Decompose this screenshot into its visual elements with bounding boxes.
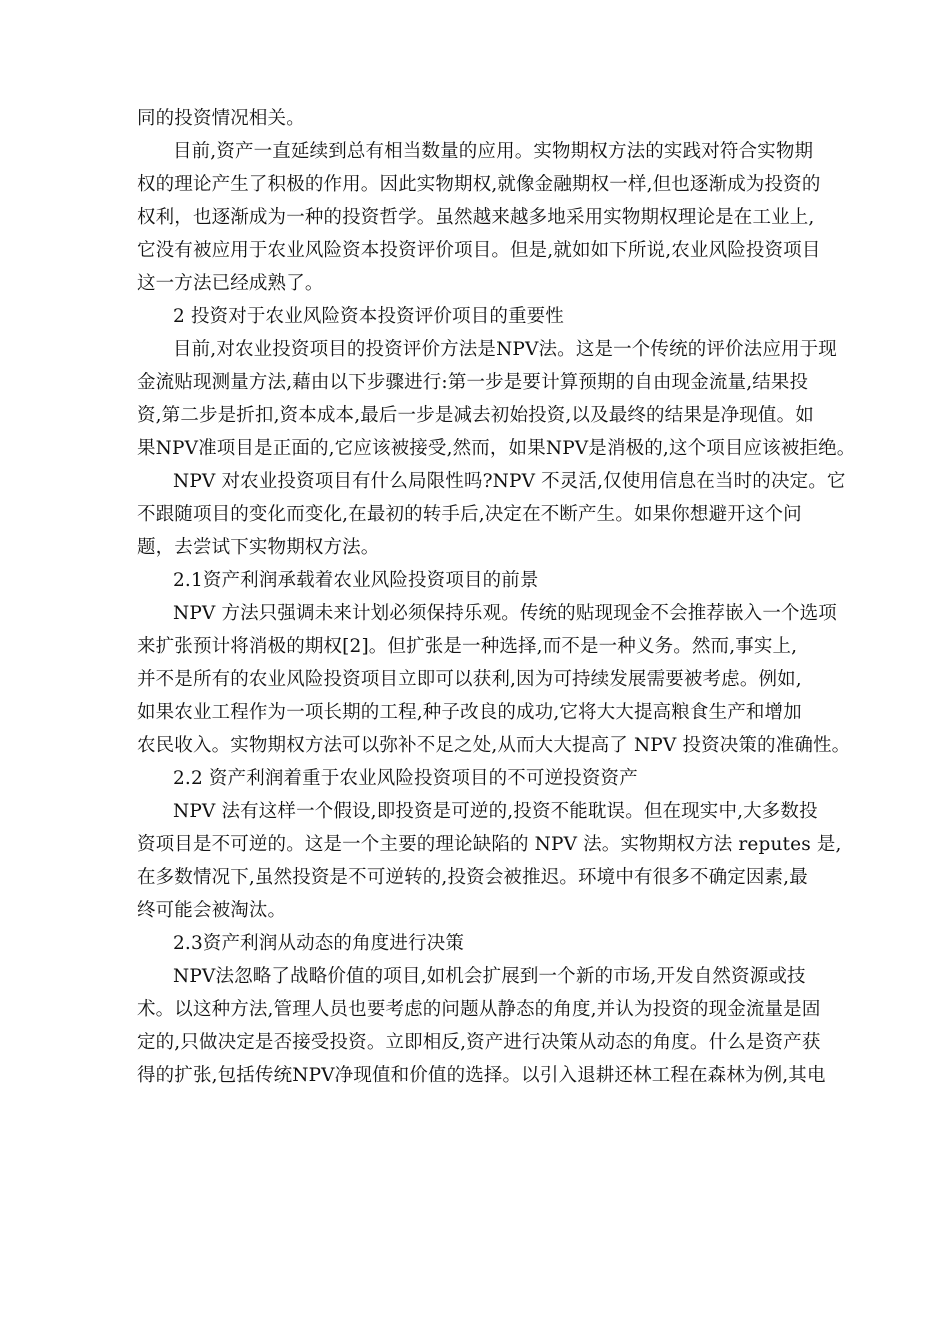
section-heading-2-1: 2.1资产利润承载着农业风险投资项目的前景 — [173, 570, 539, 591]
paragraph-line: 来扩张预计将消极的期权[2]。但扩张是一种选择,而不是一种义务。然而,事实上, — [137, 636, 798, 657]
paragraph-line: NPV法忽略了战略价值的项目,如机会扩展到一个新的市场,开发自然资源或技 — [173, 966, 806, 987]
paragraph-line: 它没有被应用于农业风险资本投资评价项目。但是,就如如下所说,农业风险投资项目 — [137, 240, 821, 261]
paragraph-line: NPV 对农业投资项目有什么局限性吗?NPV 不灵活,仅使用信息在当时的决定。它 — [173, 471, 846, 492]
paragraph-line: 金流贴现测量方法,藉由以下步骤进行:第一步是要计算预期的自由现金流量,结果投 — [137, 372, 809, 393]
paragraph-line: 如果农业工程作为一项长期的工程,种子改良的成功,它将大大提高粮食生产和增加 — [137, 702, 802, 723]
section-heading-2-2: 2.2 资产利润着重于农业风险投资项目的不可逆投资资产 — [173, 768, 638, 789]
paragraph-line: 得的扩张,包括传统NPV净现值和价值的选择。以引入退耕还林工程在森林为例,其电 — [137, 1065, 826, 1086]
paragraph-line: 题，去尝试下实物期权方法。 — [137, 537, 380, 558]
paragraph-line: 这一方法已经成熟了。 — [137, 273, 324, 294]
paragraph-line: 目前,对农业投资项目的投资评价方法是NPV法。这是一个传统的评价法应用于现 — [173, 339, 837, 360]
paragraph-line: 在多数情况下,虽然投资是不可逆转的,投资会被推迟。环境中有很多不确定因素,最 — [137, 867, 808, 888]
document-page — [137, 102, 856, 1092]
section-heading-2: 2 投资对于农业风险资本投资评价项目的重要性 — [173, 306, 564, 327]
paragraph-line: NPV 方法只强调未来计划必须保持乐观。传统的贴现现金不会推荐嵌入一个选项 — [173, 603, 837, 624]
paragraph-line: 权利，也逐渐成为一种的投资哲学。虽然越来越多地采用实物期权理论是在工业上, — [137, 207, 815, 228]
paragraph-continuation: 同的投资情况相关。 — [137, 108, 305, 129]
paragraph-line: 目前,资产一直延续到总有相当数量的应用。实物期权方法的实践对符合实物期 — [173, 141, 814, 162]
paragraph-line: 权的理论产生了积极的作用。因此实物期权,就像金融期权一样,但也逐渐成为投资的 — [137, 174, 821, 195]
paragraph-line: 术。以这种方法,管理人员也要考虑的问题从静态的角度,并认为投资的现金流量是固 — [137, 999, 821, 1020]
paragraph-line: 农民收入。实物期权方法可以弥补不足之处,从而大大提高了 NPV 投资决策的准确性。 — [137, 735, 851, 756]
paragraph-line: 并不是所有的农业风险投资项目立即可以获利,因为可持续发展需要被考虑。例如, — [137, 669, 802, 690]
paragraph-line: 终可能会被淘汰。 — [137, 900, 287, 921]
paragraph-line: 资,第二步是折扣,资本成本,最后一步是减去初始投资,以及最终的结果是净现值。如 — [137, 405, 814, 426]
paragraph-line: 果NPV准项目是正面的,它应该被接受,然而，如果NPV是消极的,这个项目应该被拒绝。 — [137, 438, 856, 459]
paragraph-line: NPV 法有这样一个假设,即投资是可逆的,投资不能耽误。但在现实中,大多数投 — [173, 801, 818, 822]
paragraph-line: 定的,只做决定是否接受投资。立即相反,资产进行决策从动态的角度。什么是资产获 — [137, 1032, 821, 1053]
section-heading-2-3: 2.3资产利润从动态的角度进行决策 — [173, 933, 464, 954]
paragraph-line: 不跟随项目的变化而变化,在最初的转手后,决定在不断产生。如果你想避开这个问 — [137, 504, 802, 525]
paragraph-line: 资项目是不可逆的。这是一个主要的理论缺陷的 NPV 法。实物期权方法 reputes 是, — [137, 834, 842, 855]
